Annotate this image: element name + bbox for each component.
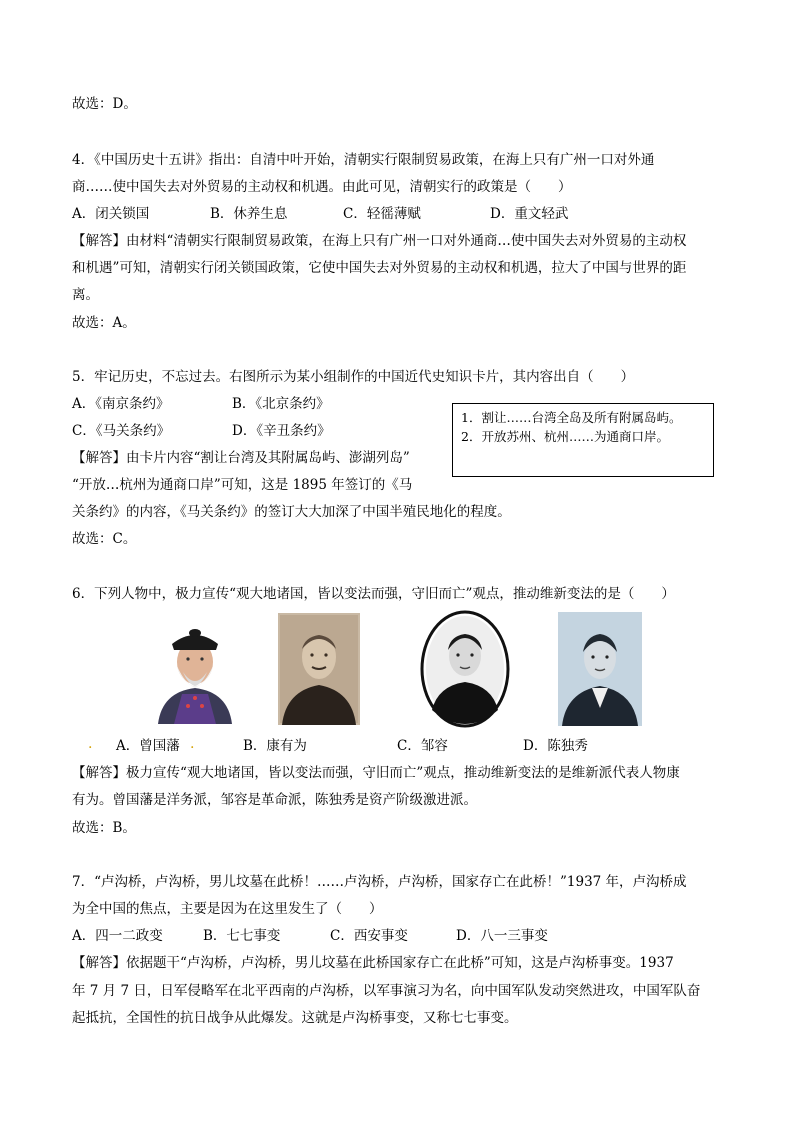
q5-option-a: A．《南京条约》 <box>72 396 170 412</box>
q5-analysis-line-3: 关条约》的内容，《马关条约》的签订大大加深了中国半殖民地化的程度。 <box>72 504 511 520</box>
portrait-kang-youwei <box>278 613 360 725</box>
q6-answer: 故选：B。 <box>72 820 136 836</box>
q5-option-c: C．《马关条约》 <box>72 423 171 439</box>
q6-analysis-line-2: 有为。曾国藩是洋务派，邹容是革命派，陈独秀是资产阶级激进派。 <box>72 792 477 808</box>
q7-option-d: D．八一三事变 <box>456 928 548 944</box>
q4-option-c: C．轻徭薄赋 <box>343 206 421 222</box>
q4-analysis-line-3: 离。 <box>72 287 99 303</box>
prev-answer: 故选：D。 <box>72 96 137 112</box>
q5-option-d: D．《辛丑条约》 <box>232 423 331 439</box>
portrait-zou-rong <box>420 610 510 728</box>
q7-analysis-line-1: 【解答】依据题干“卢沟桥，卢沟桥，男儿坟墓在此桥国家存亡在此桥”可知，这是卢沟桥事变。1937 <box>72 955 674 971</box>
q5-answer: 故选：C。 <box>72 531 137 547</box>
q4-answer: 故选：A。 <box>72 315 136 331</box>
q7-analysis-line-3: 起抵抗，全国性的抗日战争从此爆发。这就是卢沟桥事变，又称七七事变。 <box>72 1010 518 1026</box>
q5-option-b: B．《北京条约》 <box>232 396 330 412</box>
q7-stem-line-2: 为全中国的焦点，主要是因为在这里发生了（ ） <box>72 901 383 917</box>
q5-stem: 5．牢记历史，不忘过去。右图所示为某小组制作的中国近代史知识卡片，其内容出自（ ） <box>72 369 635 385</box>
q6-stem: 6．下列人物中，极力宣传“观大地诸国，皆以变法而强，守旧而亡”观点，推动维新变法的是（ ） <box>72 586 675 602</box>
q4-option-d: D．重文轻武 <box>490 206 569 222</box>
q6-analysis-line-1: 【解答】极力宣传“观大地诸国，皆以变法而强，守旧而亡”观点，推动维新变法的是维新派代表人物康 <box>72 765 680 781</box>
q6-option-b: B．康有为 <box>243 738 307 754</box>
highlight-dot: . <box>190 736 195 752</box>
portrait-chen-duxiu <box>558 612 642 726</box>
highlight-dot: . <box>88 736 93 752</box>
q4-option-b: B．休养生息 <box>210 206 288 222</box>
portrait-zeng-guofan <box>152 614 238 724</box>
q4-option-a: A．闭关锁国 <box>72 206 150 222</box>
knowledge-card <box>452 403 714 477</box>
q6-option-d: D．陈独秀 <box>523 738 588 754</box>
q5-analysis-line-1: 【解答】由卡片内容“割让台湾及其附属岛屿、澎湖列岛” <box>72 450 410 466</box>
q4-stem-line-1: 4．《中国历史十五讲》指出：自清中叶开始，清朝实行限制贸易政策，在海上只有广州一口对外通 <box>72 152 655 168</box>
q7-stem-line-1: 7．“卢沟桥，卢沟桥，男儿坟墓在此桥！……卢沟桥，卢沟桥，国家存亡在此桥！”1937 年，卢沟桥成 <box>72 874 687 890</box>
q5-analysis-line-2: “开放…杭州为通商口岸”可知，这是 1895 年签订的《马 <box>72 477 413 493</box>
q4-stem-line-2: 商……使中国失去对外贸易的主动权和机遇。由此可见，清朝实行的政策是（ ） <box>72 179 572 195</box>
q6-option-a: A．曾国藩 <box>116 738 180 754</box>
knowledge-card-item-2: 2．开放苏州、杭州……为通商口岸。 <box>461 429 669 444</box>
q4-analysis-line-2: 和机遇”可知，清朝实行闭关锁国政策，它使中国失去对外贸易的主动权和机遇，拉大了中国与世界的距 <box>72 260 687 276</box>
q4-analysis-line-1: 【解答】由材料“清朝实行限制贸易政策，在海上只有广州一口对外通商…使中国失去对外贸易的主动权 <box>72 233 687 249</box>
q7-option-c: C．西安事变 <box>330 928 408 944</box>
knowledge-card-item-1: 1．割让……台湾全岛及所有附属岛屿。 <box>461 410 682 425</box>
q7-analysis-line-2: 年 7 月 7 日，日军侵略军在北平西南的卢沟桥，以军事演习为名，向中国军队发动突然进攻，中国军队奋 <box>72 983 701 999</box>
q6-option-c: C．邹容 <box>397 738 448 754</box>
q7-option-b: B．七七事变 <box>203 928 281 944</box>
q7-option-a: A．四一二政变 <box>72 928 163 944</box>
